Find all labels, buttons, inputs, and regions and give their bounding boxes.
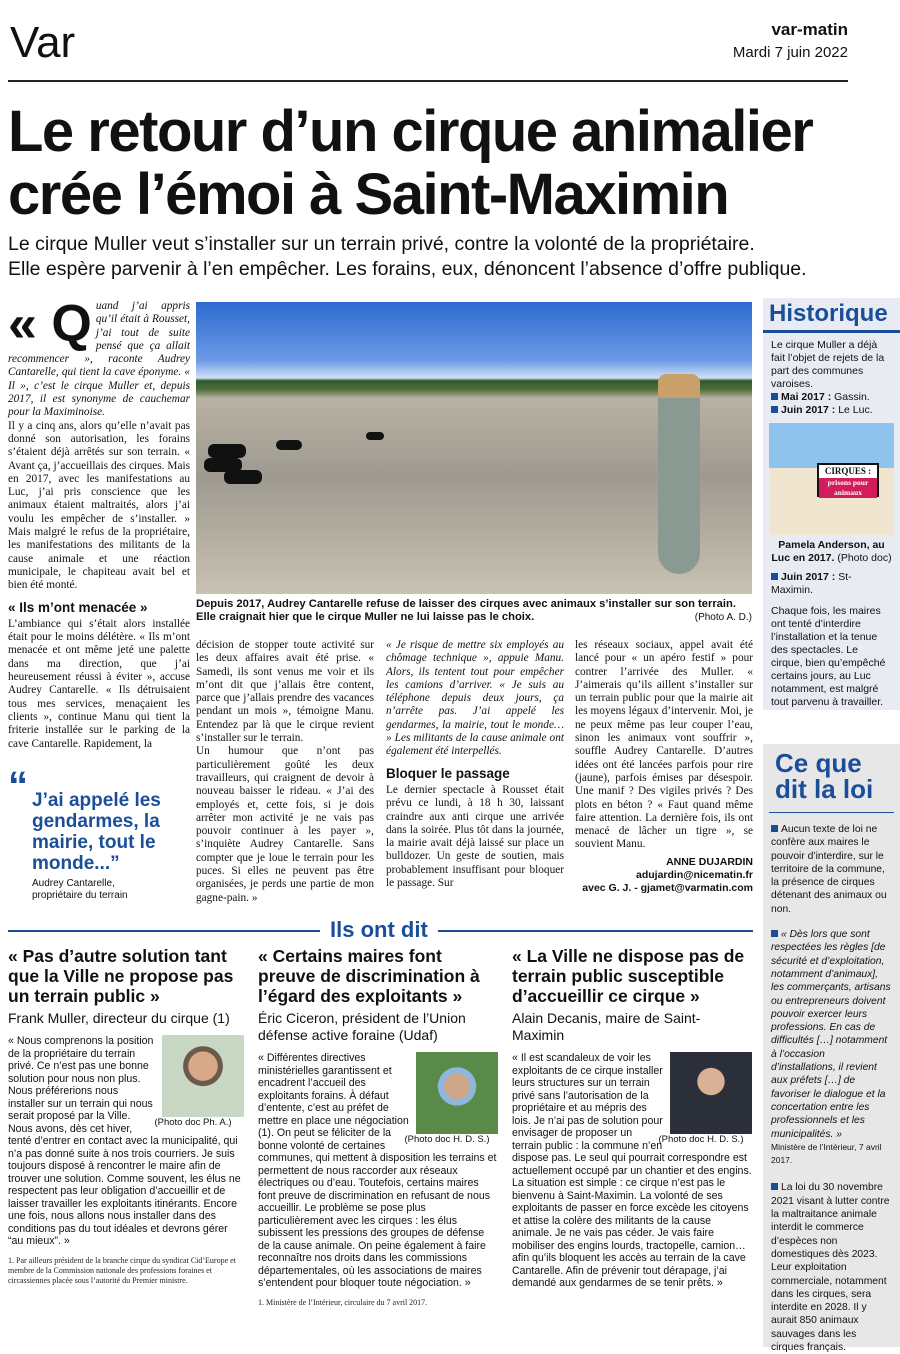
subheading: Bloquer le passage — [386, 765, 510, 781]
subheading: « Ils m’ont menacée » — [8, 599, 148, 615]
caption-text: Depuis 2017, Audrey Cantarelle refuse de laisser des cirques avec animaux s’installer sur son terrain. Elle craignait hier que le cirque Muller ne lui laisse pas le choix. — [196, 598, 736, 623]
law-paragraph — [763, 823, 900, 916]
sidebar-title — [769, 744, 894, 813]
bullet-square-icon — [771, 825, 778, 832]
timeline-item — [763, 404, 900, 417]
law-text: La loi du 30 novembre 2021 visant à lutter contre la maltraitance animale interdit le commerce d’espèces non domestiques dès 2023. Leur exploitation commerciale, notamment dans les cirques, sera interdite en 2028. Il y aurait 850 animaux sauvages dans les cirques français. — [771, 1182, 890, 1353]
article-column-4 — [575, 639, 753, 895]
person-figure — [658, 374, 700, 574]
byline — [575, 856, 753, 895]
standfirst-line-2: Elle espère parvenir à l’en empêcher. Les forains, eux, dénoncent l’absence d’offre publique. — [8, 258, 807, 280]
sidebar-title: Historique — [763, 298, 900, 333]
bullet-square-icon — [771, 1183, 778, 1190]
interview-body — [512, 1052, 752, 1290]
timeline-place: Gassin. — [834, 391, 870, 403]
article-paragraph: décision de stopper toute activité sur les deux affaires avait été prise. « Samedi, ils sont venus me voir et ils m’ont dit que j’allais être content, parce que j’allais prendre des vacances pendant un mois », témoigne Manu. Entendez par là que le cirque revient s’installer sur le terrain. — [196, 639, 374, 745]
timeline-place: Le Luc. — [838, 404, 873, 416]
tire-shape — [276, 440, 302, 450]
photo-credit: (Photo doc H. D. S.) — [404, 1134, 490, 1145]
interview-headline: « Pas d’autre solution tant que la Ville ne propose pas un terrain public » — [8, 946, 234, 1006]
ils-ont-dit-banner — [8, 916, 753, 944]
author-email: adujardin@nicematin.fr — [635, 868, 753, 881]
timeline-date: Juin 2017 : — [781, 571, 836, 583]
standfirst-line-1: Le cirque Muller veut s’installer sur un terrain privé, contre la volonté de la propriétaire. — [8, 233, 755, 255]
timeline-item — [763, 571, 900, 597]
sign-subtext: prisons pour animaux — [819, 478, 877, 498]
interview-speaker: Frank Muller, directeur du cirque (1) — [8, 1010, 230, 1026]
article-paragraph: les réseaux sociaux, appel avait été lancé pour « un apéro festif » pour contrer l’arrivée des Muller. « J’aimerais qu’ils aillent s’installer sur un terrain public pour que la mairie ait les moyens légaux d’intervenir. Moi, je ne peux même pas leur couper l’eau, sinon les animaux vont souffrir », souffle Audrey Cantarelle. D’autres idées ont été lancées parfois pour rire (jaune), parfois émises par désespoir. Une manif ? Des vigiles privés ? Des plots en béton ? « Faut quand même faire attention. La dernière fois, ils ont menacé de lâcher un tigre », se souvient Manu. — [575, 639, 753, 851]
interview-body — [8, 1035, 244, 1248]
sidebar-outro: Chaque fois, les maires ont tenté d’interdire l’installation et la tenue des spectacles. Le cirque, bien qu’empêché certains jours, au Luc notamment, est malgré tout parvenu à travailler. — [771, 605, 886, 708]
main-photo — [196, 302, 752, 594]
photo-credit: (Photo doc H. D. S.) — [658, 1134, 744, 1145]
author-name: ANNE DUJARDIN — [666, 855, 753, 868]
title-line: dit la loi — [775, 774, 874, 804]
article-column-2 — [196, 639, 374, 905]
sidebar-photo-caption — [763, 539, 900, 565]
interview-headline: « Certains maires font preuve de discrimination à l’égard des exploitants » — [258, 946, 480, 1006]
portrait-image — [416, 1052, 498, 1134]
speaker-photo — [154, 1035, 244, 1130]
sign-text: CIRQUES : — [824, 466, 872, 476]
protest-sign — [817, 463, 879, 497]
header-rule — [8, 80, 848, 82]
speaker-photo — [404, 1052, 498, 1147]
interview-1 — [8, 946, 244, 1286]
contributor-email: avec G. J. - gjamet@varmatin.com — [582, 881, 753, 894]
interview-speaker: Alain Decanis, maire de Saint-Maximin — [512, 1010, 701, 1043]
banner-label: Ils ont dit — [320, 916, 438, 944]
timeline-date: Mai 2017 : — [781, 391, 832, 403]
footnote: 1. Ministère de l’Intérieur, circulaire du 7 avril 2017. — [258, 1297, 428, 1307]
law-text: « Dès lors que sont respectées les règles [de sécurité et d’exploitation, notamment d’animaux], les commerçants, artisans ou entrepreneurs doivent pouvoir exercer leurs professions. En cas de difficultés […] notamment à l’occasion d’installations, il revient aux préfets […] de favoriser le dialogue et la concertation entre les professionnels et les municipalités. » — [771, 929, 891, 1140]
pull-quote-text: J’ai appelé les gendarmes, la mairie, tout le monde...” — [32, 790, 161, 874]
interview-3 — [512, 946, 752, 1290]
speaker-photo — [658, 1052, 752, 1147]
law-paragraph — [763, 1181, 900, 1354]
photo-credit: (Photo doc Ph. A.) — [154, 1117, 232, 1128]
article-paragraph: Un humour que n’ont pas particulièrement goûté les deux travailleurs, qui craignent de devoir à nouveau baisser le rideau. « J’ai des employés et, cette fois, si je dois arrêter mon activité je ne vais pas pouvoir continuer à les payer », s’inquiète Audrey Cantarelle. Sans compter que je loue le terrain pour les puces. Si elles ne peuvent pas être organisées, je perds une partie de mon gagne-pain. » — [196, 745, 374, 904]
interview-text: « Différentes directives ministérielles garantissent et encadrent l’accueil des exploitants forains. À défaut d’entente, c’est au préfet de mettre en place une négociation (1). On peut se féliciter de la bonne volonté de certaines communes, qui mettent à disposition les terrains et permettent de nous raccorder aux réseaux électriques ou d’eau. Toutefois, certains maires font preuve de discrimination en refusant de nous accueillir. Le problème se pose plus particulièrement avec les cirques : les élus subissent les pressions des groupes de défense de la cause animale. On peine également à faire reconnaître nos droits dans les commissions départementales, où les associations de maires s’entendent pour bloquer toute négociation. » — [258, 1052, 497, 1289]
attribution-name: Audrey Cantarelle, — [32, 878, 115, 889]
drop-cap: « Q — [8, 295, 92, 353]
pull-quote — [8, 764, 193, 902]
bullet-square-icon — [771, 393, 778, 400]
article-paragraph: Il y a cinq ans, alors qu’elle n’avait pas donné son autorisation, les forains s’étaient déjà arrêtés sur son terrain. « Avant ça, j’accueillais des cirques. Mais en 2017, avec les manifestations au Luc, j’ai pris conscience que les animaux étaient maltraités, alors j’ai voulu les empêcher de s’installer. » Mais malgré le refus de la propriétaire, les manifestations des militants de la cause animale et une réaction municipale, le chapiteau avait bel et bien été monté. — [8, 419, 190, 592]
tire-shape — [366, 432, 384, 440]
tire-shape — [208, 444, 246, 458]
caption-text: Pamela Anderson, au Luc en 2017. — [771, 539, 885, 564]
photo-credit: (Photo A. D.) — [694, 612, 752, 623]
timeline-date: Juin 2017 : — [781, 404, 836, 416]
portrait-image — [670, 1052, 752, 1134]
sidebar-historique — [763, 298, 900, 710]
headline-line-1: Le retour d’un cirque animalier — [8, 99, 813, 164]
quote-mark: “ — [8, 764, 28, 808]
law-text: Aucun texte de loi ne confère aux maires le pouvoir d’interdire, sur le territoire de la commune, la présence de cirques détenant des animaux ou non. — [771, 824, 887, 915]
sidebar-loi — [763, 744, 900, 1353]
section-title: Var — [10, 18, 76, 67]
interview-text: « Il est scandaleux de voir les exploitants de ce cirque installer leurs structures sur un terrain privé sans l’autorisation de la propriétaire et au mépris des lois. Je n’ai pas de solution pour envisager de proposer un terrain public : la commune n’en dispose pas. Le seul qui pourrait correspondre est actuellement occupé par un chantier et des engins. La situation est simple : ce cirque n’est pas le bienvenu à Saint-Maximin. La volonté de ses exploitants de passer en force excède les citoyens et attise la colère des militants de la cause animale. Je ne vais pas céder. Je vais faire mobiliser des engins lourds, tractopelle, camion… afin qu’ils bloquent les accès au terrain de la cave Cantarelle. Afin de prévenir tout dérapage, j’ai demandé aux gendarmes de se tenir prêts. » — [512, 1052, 752, 1289]
law-quote — [763, 928, 900, 1141]
publication-name: var-matin — [771, 20, 848, 39]
sidebar-photo — [769, 423, 894, 535]
article-column-3 — [386, 639, 564, 890]
article-paragraph: Le dernier spectacle à Rousset était prévu ce lundi, à 18 h 30, laissant craindre aux anti cirque une arrivée dans la soirée. Plus tôt dans la journée, la mairie avait déjà laissé sur place un bulldozer. Un geste de soutien, mais probablement insuffisant pour bloquer le passage. Sur — [386, 783, 564, 890]
interview-body — [258, 1052, 498, 1290]
interview-speaker: Éric Ciceron, président de l’Union défense active foraine (Udaf) — [258, 1010, 466, 1043]
attribution-role: propriétaire du terrain — [32, 890, 128, 901]
interview-2 — [258, 946, 498, 1308]
article-column-1 — [8, 295, 190, 751]
masthead — [733, 20, 848, 61]
standfirst — [8, 232, 888, 282]
portrait-image — [162, 1035, 244, 1117]
footnote: 1. Par ailleurs président de la branche cirque du syndicat Cid’Europe et membre de la Commission nationale des professions foraines et circassiennes placée sous l’autorité du Premier ministre. — [8, 1255, 236, 1285]
bullet-square-icon — [771, 930, 778, 937]
bullet-square-icon — [771, 573, 778, 580]
sidebar-intro: Le cirque Muller a déjà fait l’objet de rejets de la part des communes varoises. — [771, 339, 885, 390]
interview-text: « Nous comprenons la position de la propriétaire du terrain privé. Ce n’est pas une bonne solution pour nous non plus. Nous préférerions nous installer sur un terrain qui nous serait proposé par la Ville. Nous avons, dès cet hiver, tenté d’entrer en contact avec la municipalité, qui n’a pas donné suite à nos trois courriers. Je suis toujours disposé à rencontrer le maire afin de trouver une solution. Comme souvent, les élus ne respectent pas leur obligation d’accueillir et de laisser travailler les exploitants itinérants. Encore une fois, nous allons nous installer dans des conditions pas du tout idéales et devrons gérer “au mieux”. » — [8, 1035, 241, 1247]
headline-line-2: crée l’émoi à Saint-Maximin — [8, 162, 729, 227]
title-line: Ce que — [775, 748, 862, 778]
timeline-item — [763, 391, 900, 404]
article-paragraph: « Je risque de mettre six employés au chômage technique », appuie Manu. Alors, ils tentent tout pour empêcher les camions d’arriver. « Je suis au téléphone depuis deux jours, ça n’arrête pas. J’ai appelé les gendarmes, la mairie, tout le monde… » Les militants de la cause animale ont également été interpellés. — [386, 639, 564, 758]
issue-date: Mardi 7 juin 2022 — [732, 44, 848, 61]
headline — [8, 100, 888, 226]
interview-headline: « La Ville ne dispose pas de terrain public susceptible d’accueillir ce cirque » — [512, 946, 745, 1006]
tire-shape — [224, 470, 262, 484]
bullet-square-icon — [771, 406, 778, 413]
pull-quote-attribution — [8, 878, 193, 902]
article-paragraph: L’ambiance qui s’était alors installée était pour le moins délétère. « Ils m’ont menacée et ont même jeté une palette dans ma direction, que j’ai heureusement réussi à éviter », accuse Audrey Cantarelle. « Ils détruisaient tous mes services, menaçaient les clients », continue Manu qui tient la friterie installée sur le parking de la cave Cantarelle. Rapidement, la — [8, 617, 190, 750]
photo-caption — [196, 598, 752, 624]
article-paragraph: uand j’ai appris qu’il était à Rousset, j’ai tout de suite pensé que ça allait recommencer », raconte Audrey Cantarelle, qui tient la cave éponyme. « Il », c’est le cirque Muller et, depuis 2017, il est synonyme de cauchemar pour la Maximinoise. — [8, 300, 190, 419]
timeline-place: St-Maximin. — [771, 571, 852, 596]
law-source: Ministère de l’Intérieur, 7 avril 2017. — [771, 1141, 882, 1166]
photo-credit: (Photo doc) — [837, 552, 892, 564]
